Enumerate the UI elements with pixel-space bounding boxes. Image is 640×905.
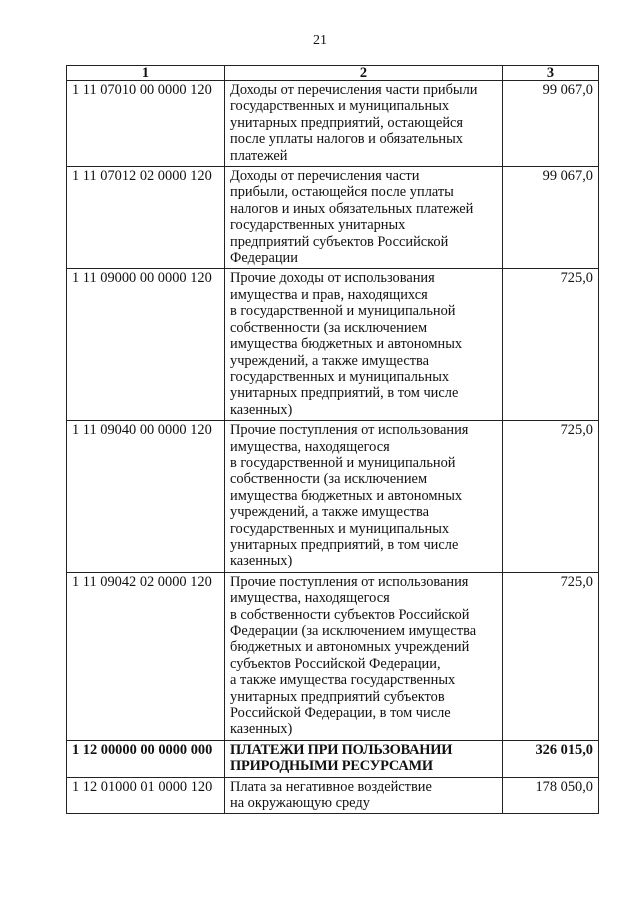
budget-code-cell: 1 11 07010 00 0000 120 xyxy=(67,81,225,167)
budget-code-cell: 1 12 00000 00 0000 000 xyxy=(67,740,225,777)
description-line: ПРИРОДНЫМИ РЕСУРСАМИ xyxy=(230,758,433,775)
description-line: унитарных предприятий, в том числе xyxy=(230,385,459,402)
description-cell xyxy=(225,81,503,167)
description-cell xyxy=(225,777,503,814)
table-row xyxy=(67,572,599,740)
table-body xyxy=(67,81,599,814)
description-line: Федерации (за исключением имущества xyxy=(230,623,477,639)
description-line: платежей xyxy=(230,147,288,164)
description-line: Прочие доходы от использования xyxy=(230,270,435,287)
description-line: государственных и муниципальных xyxy=(230,520,450,537)
revenue-table xyxy=(66,65,599,814)
description-line: казенных) xyxy=(230,553,293,570)
description-line: субъектов Российской Федерации, xyxy=(230,655,441,672)
table-header-row xyxy=(67,66,599,81)
amount-cell: 725,0 xyxy=(503,421,599,573)
description-line: государственных унитарных xyxy=(230,217,406,234)
table-row xyxy=(67,269,599,421)
description-line: собственности (за исключением xyxy=(230,319,428,336)
budget-code-cell: 1 11 07012 02 0000 120 xyxy=(67,167,225,269)
amount-cell: 99 067,0 xyxy=(503,167,599,269)
amount-cell: 178 050,0 xyxy=(503,777,599,814)
description-line: Российской Федерации, в том числе xyxy=(230,705,451,722)
description-line: собственности (за исключением xyxy=(230,471,428,488)
column-header-description: 2 xyxy=(225,66,503,81)
description-line: ПЛАТЕЖИ ПРИ ПОЛЬЗОВАНИИ xyxy=(230,741,453,758)
description-line: казенных) xyxy=(230,401,293,418)
description-line: Прочие поступления от использования xyxy=(230,573,469,590)
description-cell xyxy=(225,167,503,269)
description-cell xyxy=(225,421,503,573)
description-line: налогов и иных обязательных платежей xyxy=(230,200,474,217)
description-line: имущества бюджетных и автономных xyxy=(230,336,463,353)
budget-code-cell: 1 11 09042 02 0000 120 xyxy=(67,572,225,740)
description-line: бюджетных и автономных учреждений xyxy=(230,639,470,656)
description-line: предприятий субъектов Российской xyxy=(230,233,449,250)
description-line: имущества и прав, находящихся xyxy=(230,286,428,303)
amount-cell: 725,0 xyxy=(503,269,599,421)
description-line: на окружающую среду xyxy=(230,795,370,812)
description-line: Прочие поступления от использования xyxy=(230,422,469,439)
description-line: а также имущества государственных xyxy=(230,672,456,689)
table-row xyxy=(67,421,599,573)
table-row xyxy=(67,740,599,777)
description-line: в собственности субъектов Российской xyxy=(230,606,470,623)
description-line: унитарных предприятий, в том числе xyxy=(230,536,459,553)
description-line: Доходы от перечисления части xyxy=(230,168,420,185)
description-line: государственных и муниципальных xyxy=(230,98,450,115)
description-line: Плата за негативное воздействие xyxy=(230,778,432,795)
description-line: унитарных предприятий субъектов xyxy=(230,688,445,705)
description-line: казенных) xyxy=(230,721,293,738)
description-line: имущества, находящегося xyxy=(230,590,390,607)
description-line: учреждений, а также имущества xyxy=(230,504,430,521)
description-line: после уплаты налогов и обязательных xyxy=(230,131,463,148)
table-row xyxy=(67,167,599,269)
description-line: в государственной и муниципальной xyxy=(230,303,456,320)
description-cell xyxy=(225,740,503,777)
budget-code-cell: 1 12 01000 01 0000 120 xyxy=(67,777,225,814)
description-line: в государственной и муниципальной xyxy=(230,454,456,471)
table-row xyxy=(67,777,599,814)
description-cell xyxy=(225,269,503,421)
amount-cell: 725,0 xyxy=(503,572,599,740)
description-line: государственных и муниципальных xyxy=(230,368,450,385)
description-line: имущества, находящегося xyxy=(230,438,390,455)
page-number: 21 xyxy=(313,33,327,48)
description-line: унитарных предприятий, остающейся xyxy=(230,114,464,131)
description-line: имущества бюджетных и автономных xyxy=(230,487,463,504)
description-line: Федерации xyxy=(230,250,298,267)
budget-code-cell: 1 11 09040 00 0000 120 xyxy=(67,421,225,573)
table-row xyxy=(67,81,599,167)
description-line: Доходы от перечисления части прибыли xyxy=(230,82,478,98)
description-line: прибыли, остающейся после уплаты xyxy=(230,184,454,201)
amount-cell: 99 067,0 xyxy=(503,81,599,167)
budget-code-cell: 1 11 09000 00 0000 120 xyxy=(67,269,225,421)
column-header-code: 1 xyxy=(67,66,225,81)
column-header-amount: 3 xyxy=(503,66,599,81)
description-cell xyxy=(225,572,503,740)
description-line: учреждений, а также имущества xyxy=(230,352,430,369)
amount-cell: 326 015,0 xyxy=(503,740,599,777)
